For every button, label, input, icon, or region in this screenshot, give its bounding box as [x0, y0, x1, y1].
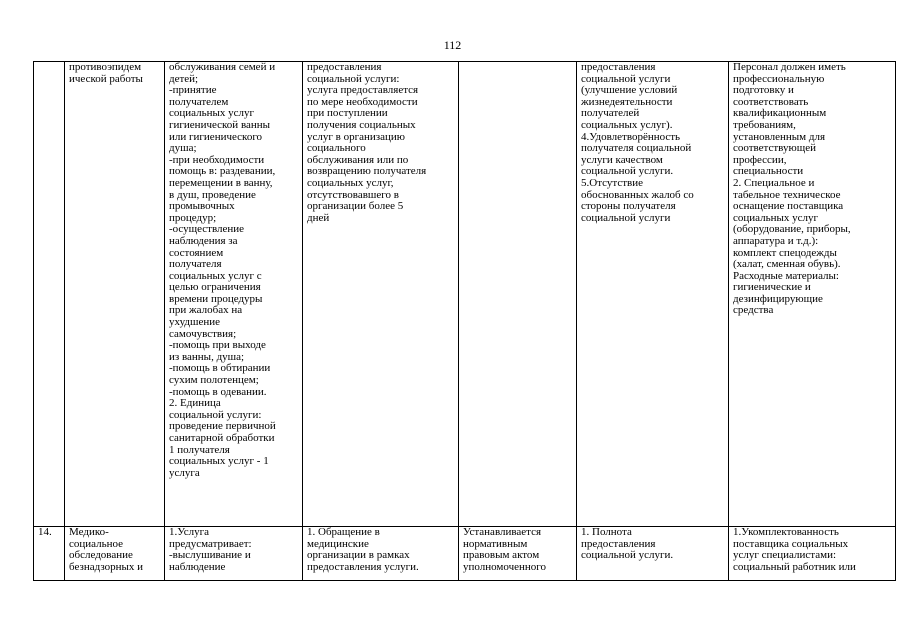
service-cost-cell: Устанавливается нормативным правовым актом уполномоченного [459, 527, 577, 581]
service-number-cell: 14. [34, 527, 65, 581]
service-conditions-cell: Персонал должен иметь профессиональную подготовку и соответствовать квалификационным требованиям, установленным для соответствующей профессии, специальности 2. Специальное и табельное техническое оснащение поставщика социальных услуг (оборудование, приборы, аппаратура и т.д.): комплект спецодежды (халат, сменная обувь). Расходные материалы: гигиенические и дезинфицирующие средства [729, 62, 896, 527]
table-row [34, 62, 896, 527]
service-terms-cell: 1. Обращение в медицинские организации в рамках предоставления услуги. [303, 527, 459, 581]
quality-indicators-cell: предоставления социальной услуги (улучшение условий жизнедеятельности получателей социальных услуг). 4.Удовлетворённость получателя социальной услуги качеством социальной услуги. 5.Отсутствие обоснованных жалоб со стороны получателя социальной услуги [577, 62, 729, 527]
service-name-cell: противоэпидем ической работы [65, 62, 165, 527]
quality-indicators-cell: 1. Полнота предоставления социальной услуги. [577, 527, 729, 581]
service-name-cell: Медико- социальное обследование безнадзорных и [65, 527, 165, 581]
table-row [34, 527, 896, 581]
service-content-cell: обслуживания семей и детей; -принятие получателем социальных услуг гигиенической ванны или гигиенического душа; -при необходимости помощь в: раздевании, перемещении в ванну, в душ, проведение промывочных процедур; -осуществление наблюдения за состоянием получателя социальных услуг с целью ограничения времени процедуры при жалобах на ухудшение самочувствия; -помощь при выходе из ванны, душа; -помощь в обтирании сухим полотенцем; -помощь в одевании. 2. Единица социальной услуги: проведение первичной санитарной обработки 1 получателя социальных услуг - 1 услуга [165, 62, 303, 527]
page-number: 112 [443, 38, 462, 52]
services-table [33, 61, 896, 581]
service-number-cell [34, 62, 65, 527]
service-cost-cell [459, 62, 577, 527]
service-terms-cell: предоставления социальной услуги: услуга предоставляется по мере необходимости при поступлении получения социальных услуг в организацию социального обслуживания или по возвращению получателя социальных услуг, отсутствовавшего в организации более 5 дней [303, 62, 459, 527]
service-content-cell: 1.Услуга предусматривает: -выслушивание и наблюдение [165, 527, 303, 581]
service-conditions-cell: 1.Укомплектованность поставщика социальных услуг специалистами: социальный работник или [729, 527, 896, 581]
